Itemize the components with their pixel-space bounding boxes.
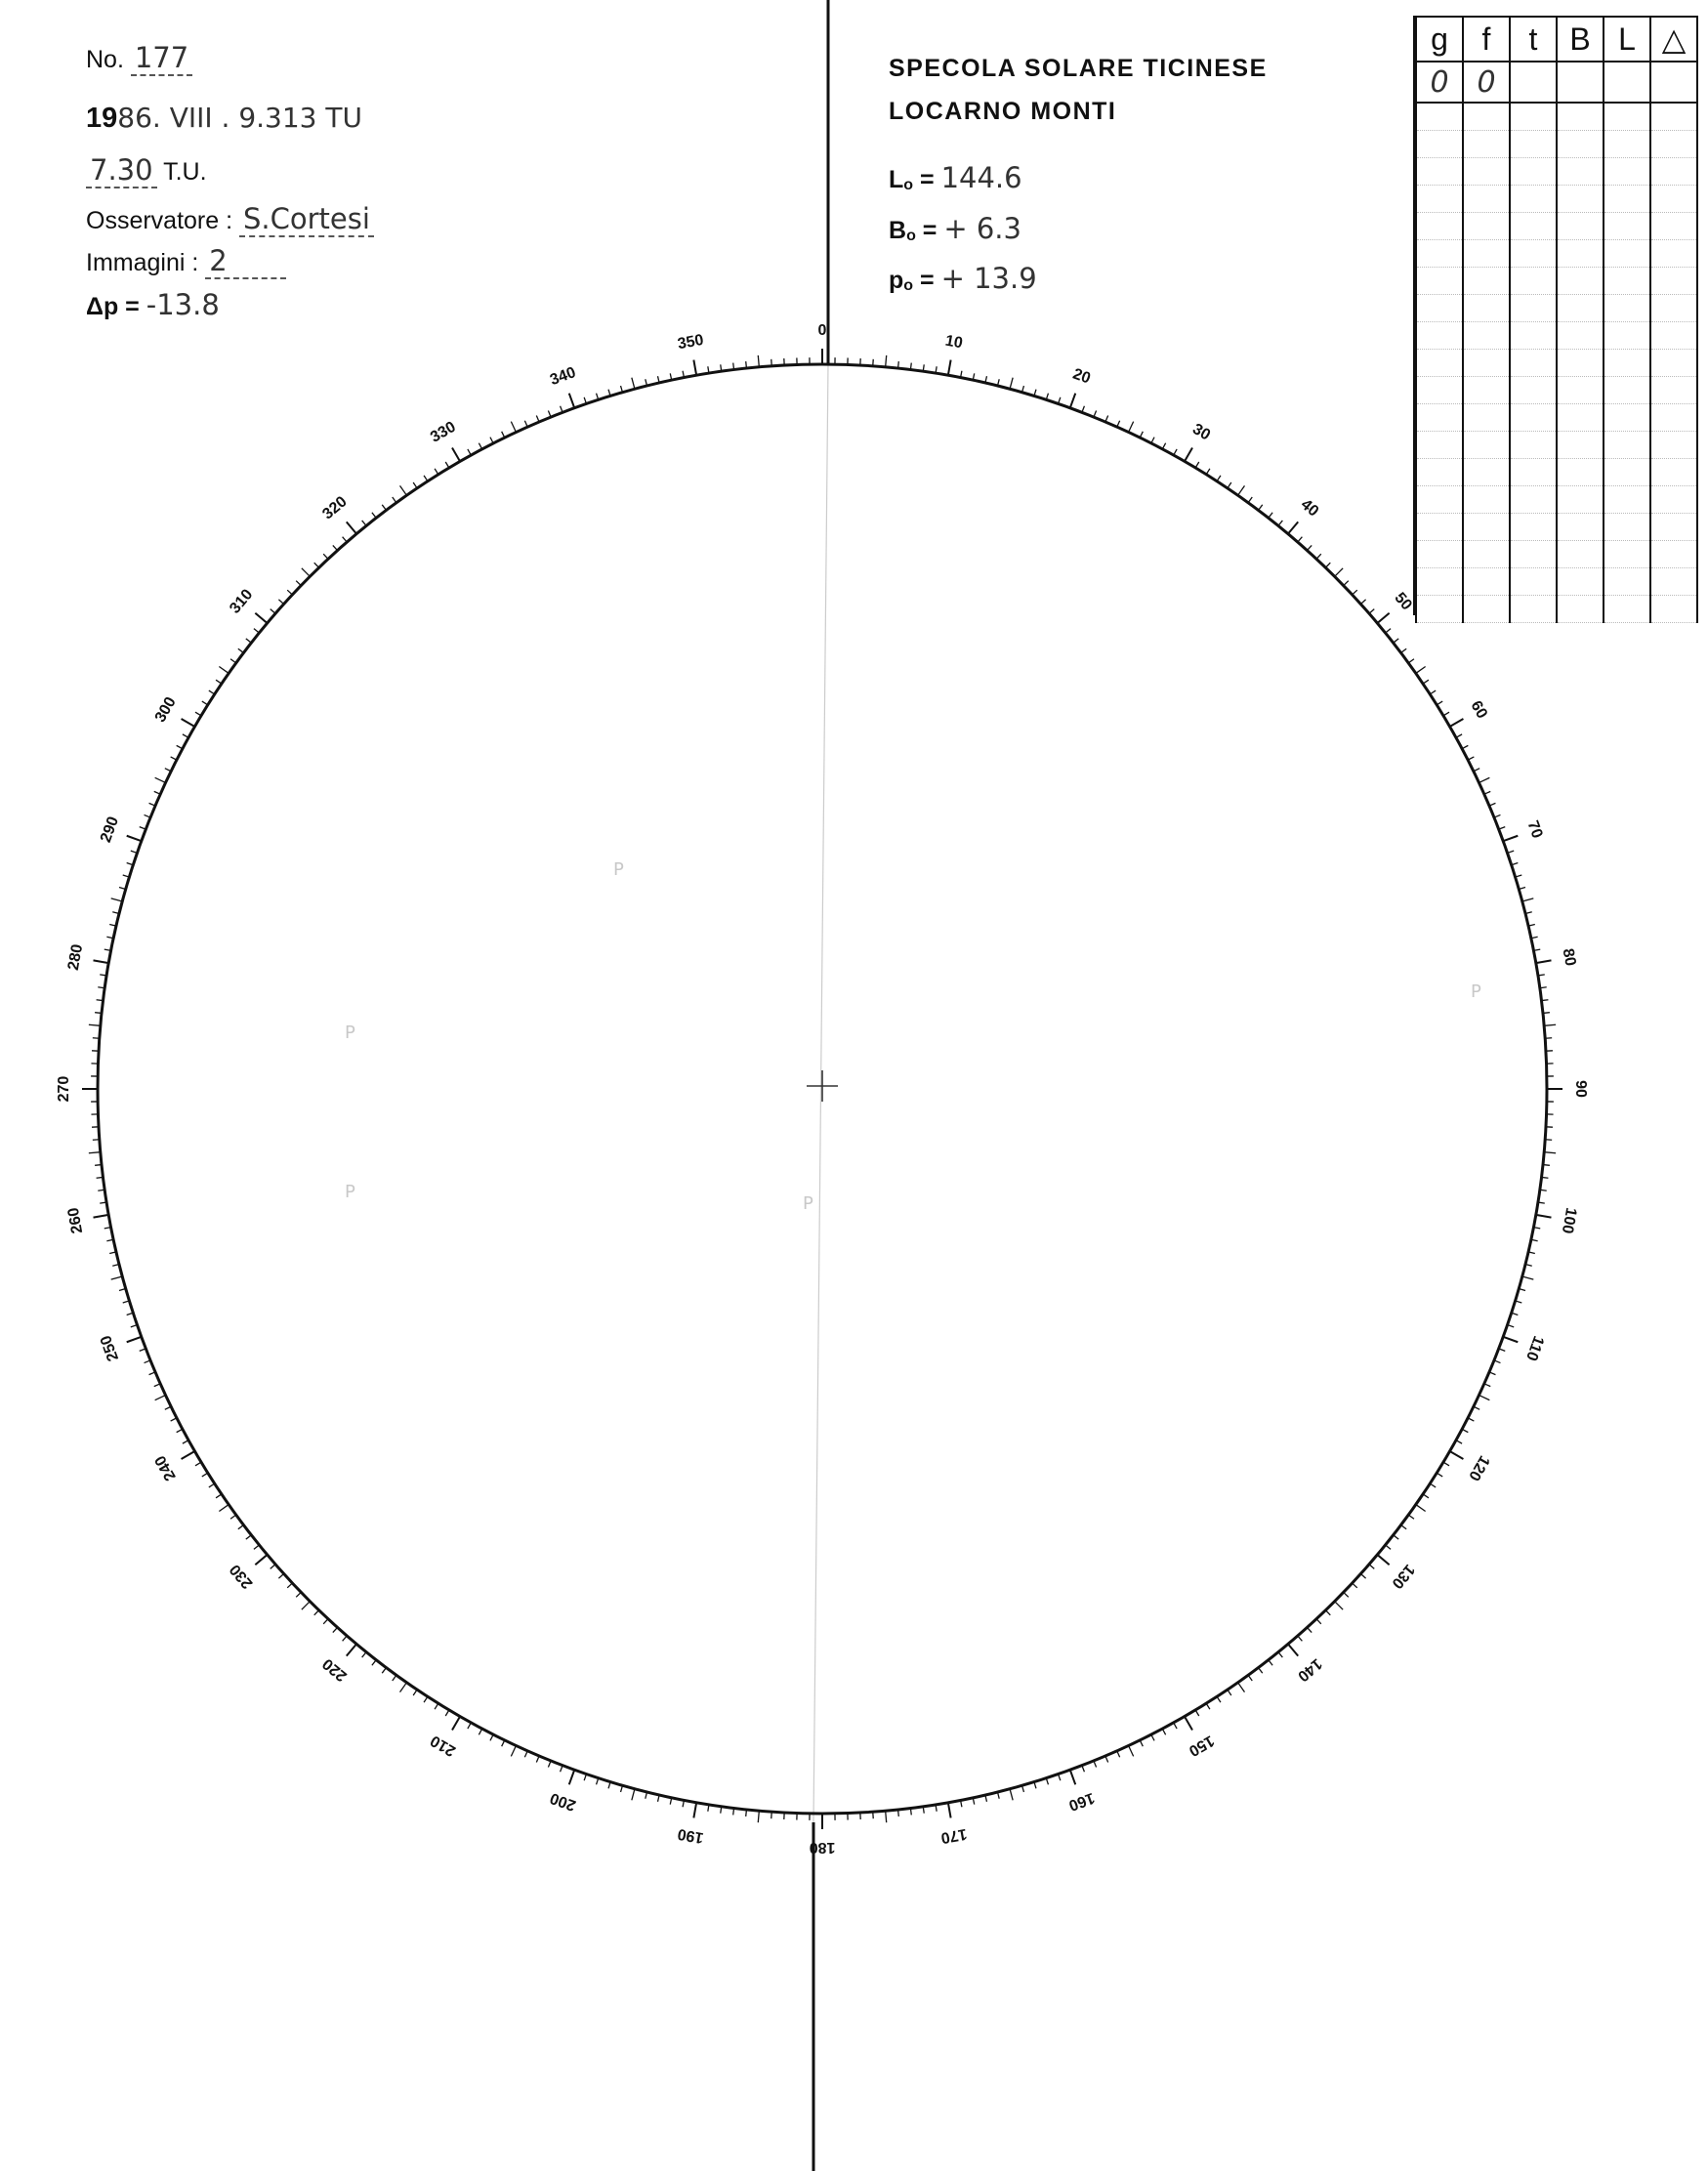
p0-label: p [889,267,904,294]
degree-tick [511,1745,516,1756]
degree-tick [333,1627,338,1632]
degree-tick [490,438,493,443]
degree-tick [1269,513,1272,519]
L0-label: L [889,166,904,193]
degree-tick [1010,378,1013,390]
degree-tick [1070,394,1075,408]
degree-tick [1377,613,1389,623]
degree-tick [1536,960,1552,963]
degree-tick [1288,1644,1298,1655]
observatory-name: SPECOLA SOLARE TICINESE [889,55,1268,82]
degree-tick [111,898,123,901]
degree-tick [1536,1215,1552,1218]
p0-subscript: o [903,277,914,294]
degree-tick [89,1024,101,1025]
degree-tick [1162,443,1165,449]
degree-tick [155,1396,166,1400]
degree-label: 170 [939,1824,969,1847]
degree-tick [632,1789,635,1801]
cell-f: 0 [1463,62,1510,103]
degree-tick [287,1583,292,1588]
degree-tick [1462,1429,1468,1432]
degree-tick [1206,1703,1210,1709]
degree-label: 80 [1559,946,1579,968]
degree-label: 300 [151,694,180,726]
degree-tick [452,448,460,462]
B0-field: Bo = + 6.3 [889,212,1021,245]
degree-tick [1503,836,1518,841]
degree-tick [183,1440,188,1443]
degree-tick [1416,667,1426,674]
degree-tick [1174,1723,1177,1729]
degree-tick [948,360,951,376]
degree-tick [255,1555,267,1565]
degree-tick [94,1215,109,1218]
degree-tick [94,960,109,963]
degree-tick [445,1710,449,1716]
col-header-delta: △ [1650,17,1697,62]
degree-tick [95,1165,102,1166]
degree-tick [1468,1418,1474,1421]
degree-tick [1474,769,1479,772]
degree-tick [1238,485,1245,495]
degree-tick [1269,1660,1272,1666]
degree-tick [1228,482,1231,488]
degree-tick [1369,1565,1374,1569]
degree-tick [238,1525,244,1529]
degree-tick [155,777,166,782]
degree-tick [746,361,747,368]
degree-tick [1162,1729,1165,1734]
degree-tick [400,1683,407,1692]
degree-tick [209,1483,215,1487]
degree-tick [195,1462,201,1466]
degree-tick [1503,1337,1518,1342]
degree-label: 90 [1571,1080,1589,1098]
degree-tick [898,1810,899,1816]
degree-tick [219,1505,229,1512]
degree-tick [171,757,177,760]
degree-tick [1456,734,1462,737]
degree-tick [362,521,366,525]
observer-label: Osservatore : [86,207,233,234]
degree-label: 0 [817,322,827,340]
degree-tick [1543,1165,1550,1166]
degree-tick [569,394,574,408]
degree-tick [177,1429,183,1432]
degree-tick [1544,1152,1556,1153]
degree-tick [323,554,328,559]
degree-tick [1416,1505,1426,1512]
images-label: Immagini : [86,249,199,276]
degree-tick [296,1592,301,1597]
degree-tick [1129,422,1134,433]
degree-label: 310 [227,586,257,617]
degree-tick [1377,1555,1389,1565]
degree-tick [1543,1013,1550,1014]
degree-tick [1430,1483,1436,1487]
degree-tick [209,690,215,694]
degree-tick [372,513,376,519]
degree-tick [255,613,267,623]
degree-tick [758,355,759,367]
degree-tick [1174,449,1177,455]
degree-tick [1408,659,1414,663]
degree-tick [278,1573,283,1578]
degree-tick [1325,1610,1330,1615]
degree-tick [948,1803,951,1818]
degree-tick [1298,1636,1303,1641]
degree-label: 350 [676,331,705,354]
B0-subscript: o [906,228,916,244]
degree-tick [1479,777,1489,782]
degree-tick [746,1810,747,1816]
degree-tick [1450,719,1464,727]
degree-tick [1217,1696,1221,1702]
degree-tick [1430,690,1436,694]
degree-tick [733,1808,734,1815]
degree-tick [413,482,417,488]
degree-tick [1401,648,1407,652]
degree-tick [343,537,348,542]
degree-tick [1443,1462,1449,1466]
L0-field: Lo = 144.6 [889,161,1022,194]
degree-tick [1344,1592,1349,1597]
degree-label: 10 [943,332,965,353]
degree-tick [1307,545,1312,550]
degree-tick [238,648,244,652]
degree-tick [302,1602,310,1609]
degree-tick [1386,1545,1391,1549]
degree-tick [165,1406,171,1409]
degree-tick [1248,497,1252,503]
degree-tick [271,1565,275,1569]
degree-tick [693,1803,696,1818]
degree-tick [393,1675,396,1681]
faint-pencil-mark: P [613,859,624,880]
degree-tick [1316,554,1321,559]
degree-label: 110 [1522,1333,1547,1363]
degree-tick [733,363,734,370]
degree-tick [569,1770,574,1784]
faint-pencil-mark: P [803,1193,813,1214]
faint-marks [345,859,1481,1214]
degree-tick [910,363,911,370]
degree-tick [254,629,259,633]
degree-tick [1353,1583,1357,1588]
degree-tick [1456,1440,1462,1443]
degree-tick [1151,1734,1154,1740]
degree-label: 70 [1523,818,1546,841]
degree-tick [435,1703,438,1709]
degree-label: 240 [151,1452,180,1483]
degree-label: 150 [1186,1732,1217,1760]
degree-tick [230,659,236,663]
degree-tick [323,1619,328,1624]
col-header-B: B [1557,17,1604,62]
col-header-L: L [1604,17,1650,62]
col-header-f: f [1463,17,1510,62]
degree-tick [1544,1024,1556,1025]
degree-tick [1394,639,1399,643]
degree-tick [1195,1710,1199,1716]
degree-tick [1259,1668,1263,1674]
degree-tick [910,1808,911,1815]
central-meridian-line [813,363,828,1822]
degree-label: 60 [1467,697,1491,722]
B0-value: + 6.3 [943,212,1021,245]
degree-tick [182,1451,195,1459]
degree-tick [1522,1276,1534,1279]
degree-tick [216,680,222,684]
degree-label: 250 [97,1333,123,1363]
degree-tick [382,1668,386,1674]
L0-value: 144.6 [940,161,1022,194]
degree-tick [1278,521,1282,525]
faint-pencil-mark: P [345,1182,355,1202]
degree-tick [468,1723,471,1729]
degree-label: 220 [319,1654,351,1685]
degree-tick [230,1515,236,1519]
degree-tick [1010,1789,1013,1801]
degree-tick [1129,1745,1134,1756]
col-header-t: t [1510,17,1557,62]
degree-tick [435,469,438,475]
degree-label: 210 [428,1732,459,1760]
degree-tick [1479,1396,1489,1400]
col-header-g: g [1416,17,1463,62]
degree-tick [479,443,481,449]
degree-tick [1360,1573,1365,1578]
degree-tick [1474,1406,1479,1409]
degree-tick [1386,629,1391,633]
degree-tick [216,1494,222,1498]
degree-tick [511,422,516,433]
date-value: 86. VIII . 9.313 TU [117,102,362,134]
degree-tick [490,1734,493,1740]
time-label: T.U. [163,158,207,186]
degree-label: 340 [548,363,578,390]
degree-tick [632,378,635,390]
degree-tick [1408,1515,1414,1519]
degree-tick [1423,1494,1429,1498]
number-value: 177 [131,41,192,76]
delta-p-label: Δp = [86,293,140,320]
degree-tick [479,1729,481,1734]
degree-tick [127,1337,142,1342]
degree-tick [400,485,407,495]
degree-label: 270 [56,1075,73,1103]
degree-tick [219,667,229,674]
degree-tick [424,476,428,481]
degree-label: 200 [548,1788,578,1815]
degree-tick [898,361,899,368]
degree-tick [1394,1535,1399,1539]
degree-label: 330 [428,418,459,446]
degree-tick [393,497,396,503]
degree-tick [1443,712,1449,716]
degree-tick [1070,1770,1075,1784]
degree-tick [1437,1473,1442,1477]
p0-field: po = + 13.9 [889,262,1037,295]
degree-tick [424,1696,428,1702]
degree-tick [314,563,319,567]
degree-tick [1195,462,1199,468]
degree-label: 20 [1070,365,1093,388]
degree-tick [1151,438,1154,443]
degree-label: 100 [1558,1206,1580,1235]
degree-tick [1325,563,1330,567]
degree-label: 260 [64,1206,87,1235]
degree-label: 280 [64,942,87,972]
faint-pencil-mark: P [345,1023,355,1043]
degree-tick [1298,537,1303,542]
degree-tick [372,1660,376,1666]
degree-tick [1462,745,1468,748]
degree-label: 130 [1388,1561,1418,1592]
degree-tick [1335,1602,1343,1609]
degree-tick [1353,590,1357,595]
degree-tick [1185,1717,1192,1731]
degree-label: 230 [227,1561,257,1592]
degree-tick [278,600,283,605]
delta-p-value: -13.8 [146,288,220,321]
degree-tick [362,1652,366,1657]
degree-tick [445,462,449,468]
degree-label: 160 [1066,1788,1097,1815]
degree-tick [1206,469,1210,475]
degree-label: 40 [1297,496,1322,521]
degree-tick [693,360,696,376]
degree-tick [1278,1652,1282,1657]
degree-tick [246,639,252,643]
degree-tick [97,1177,104,1178]
degree-tick [1541,1177,1548,1178]
degree-tick [202,1473,208,1477]
degree-tick [127,836,142,841]
degree-tick [413,1690,417,1695]
degree-tick [333,545,338,550]
degree-label: 30 [1189,420,1214,444]
degree-tick [1369,609,1374,614]
degree-label: 140 [1294,1654,1325,1685]
degree-tick [177,745,183,748]
degree-tick [758,1811,759,1822]
degree-tick [302,568,310,576]
images-value: 2 [205,244,285,279]
degree-tick [246,1535,252,1539]
degree-tick [89,1152,101,1153]
degree-tick [296,581,301,586]
degree-tick [97,1000,104,1001]
p0-value: + 13.9 [940,262,1037,295]
degree-tick [1307,1627,1312,1632]
degree-tick [886,355,887,367]
degree-tick [343,1636,348,1641]
observatory-location: LOCARNO MONTI [889,98,1117,125]
faint-pencil-mark: P [1471,981,1481,1002]
degree-tick [165,769,171,772]
degree-label: 180 [809,1838,836,1856]
degree-tick [1335,568,1343,576]
degree-tick [1450,1451,1464,1459]
degree-tick [382,505,386,511]
degree-tick [183,734,188,737]
degree-tick [1228,1690,1231,1695]
degree-tick [171,1418,177,1421]
observer-value: S.Cortesi [239,202,374,237]
degree-tick [468,449,471,455]
degree-tick [287,590,292,595]
degree-label: 320 [319,493,351,523]
cell-g: 0 [1416,62,1463,103]
degree-tick [1288,522,1298,533]
degree-tick [271,609,275,614]
degree-tick [886,1811,887,1822]
degree-tick [1217,476,1221,481]
degree-tick [1140,432,1143,438]
degree-tick [195,712,201,716]
degree-label: 50 [1391,589,1415,614]
B0-label: B [889,217,907,244]
degree-label: 190 [676,1824,705,1847]
degree-tick [314,1610,319,1615]
degree-label: 290 [97,814,123,845]
degree-tick [347,522,356,533]
degree-label: 120 [1465,1452,1493,1483]
degree-tick [502,432,505,438]
degree-tick [1401,1525,1407,1529]
degree-tick [1344,581,1349,586]
degree-tick [1259,505,1263,511]
degree-tick [1437,701,1442,705]
degree-tick [1316,1619,1321,1624]
degree-tick [347,1644,356,1655]
degree-tick [1248,1675,1252,1681]
degree-tick [182,719,195,727]
degree-tick [1185,448,1192,462]
date-printed: 19 [86,103,118,134]
degree-tick [1360,600,1365,605]
degree-tick [95,1013,102,1014]
degree-tick [1522,898,1534,901]
degree-tick [111,1276,123,1279]
degree-tick [1541,1000,1548,1001]
degree-tick [502,1740,505,1746]
number-label: No. [86,46,124,73]
degree-tick [1238,1683,1245,1692]
degree-tick [1468,757,1474,760]
degree-tick [254,1545,259,1549]
degree-tick [202,701,208,705]
time-value: 7.30 [86,153,157,188]
L0-subscript: o [903,177,914,193]
degree-tick [1140,1740,1143,1746]
degree-tick [1423,680,1429,684]
degree-tick [452,1717,460,1731]
